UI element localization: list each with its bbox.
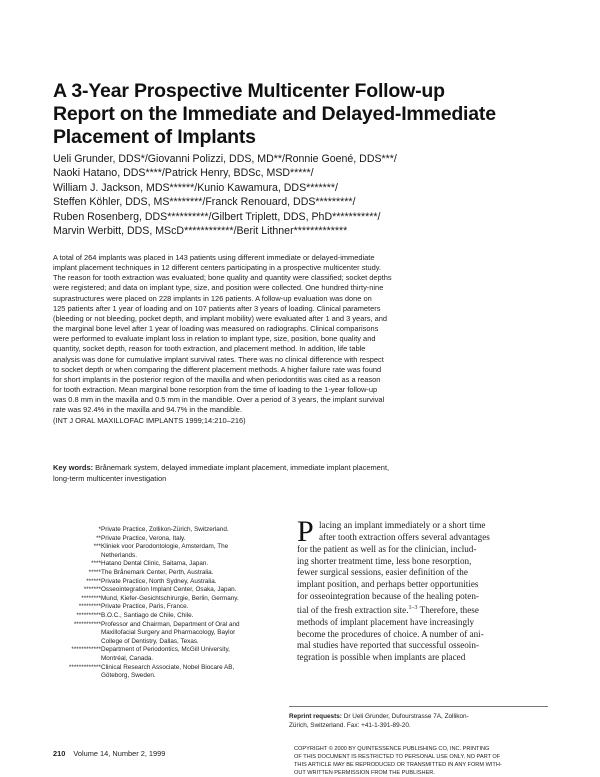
affiliation-mark: **** [91,560,101,568]
abstract-line: rate was 92.4% in the maxilla and 94.7% in the mandible. [53,405,242,415]
affiliation-line [56,526,286,535]
affiliation-text: Private Practice, Paris, France. [101,603,189,611]
author-line: Ruben Rosenberg, DDS**********/Gilbert Triplett, DDS, PhD***********/ [53,210,381,223]
affiliation-text: Department of Periodontics, McGill University, [101,646,230,654]
affiliations [56,526,286,681]
author-line: Ueli Grunder, DDS*/Giovanni Polizzi, DDS, MD**/Ronnie Goené, DDS***/ [53,153,397,165]
author-line: Naoki Hatano, DDS****/Patrick Henry, BDSc, MSD*****/ [53,167,314,180]
affiliation-line [56,621,286,630]
affiliation-mark: ** [96,534,101,542]
body-line: lacing an implant immediately or a short time [319,520,486,530]
abstract [53,253,553,426]
body-line: ing shorter treatment time, less bone resorption, [297,555,472,566]
affiliation-mark [56,638,101,647]
body-line: tegration is possible when implants are placed [297,652,466,663]
abstract-line: 125 patients after 1 year of loading and on 107 patients after 3 years of loading. Clinical parameters [53,303,381,313]
affiliation-line [56,603,286,612]
affiliation-line [56,586,286,595]
affiliation-mark: ************ [71,646,101,654]
body-line: for osseointegration because of the healing poten- [297,591,479,602]
affiliation-text: Professor and Chairman, Department of Oral and [101,620,240,628]
abstract-line: were performed to evaluate implant loss in relation to implant type, size, position, bone quality and [53,334,376,344]
copyright-line: COPYRIGHT © 2000 BY QUINTESSENCE PUBLISHING CO, INC. PRINTING [294,746,490,752]
abstract-line: for tooth extraction. Mean marginal bone resorption from the time of loading to the 1-year follow-up [53,385,378,395]
abstract-line: (bleeding or not bleeding, pocket depth, and implant mobility) were evaluated after 1 and 3 years, and [53,313,388,323]
page-number: 210 [53,749,66,758]
journal-issue: Volume 14, Number 2, 1999 [73,749,166,758]
affiliation-text: Netherlands. [101,551,137,559]
abstract-line: were registered; and data on implant type, size, and position were collected. One hundred thirty-nine [53,283,384,293]
page-footer [53,749,165,758]
reprint-label: Reprint requests: [289,713,342,720]
abstract-line: suprastructures were placed on 228 implants in 126 patients. A follow-up evaluation was done on [53,293,372,303]
affiliation-text: Private Practice, North Sydney, Australia. [101,577,217,585]
abstract-line: was 0.8 mm in the maxilla and 0.5 mm in the mandible. Over a period of 3 years, the implant survival [53,395,385,405]
article-title [53,80,553,149]
affiliation-line [56,664,286,673]
copyright-line: OUT WRITTEN PERMISSION FROM THE PUBLISHER. [294,770,435,777]
copyright-notice [294,745,554,777]
affiliation-line [56,552,286,561]
affiliation-text: Private Practice, Verona, Italy. [101,534,186,542]
affiliation-text: Mund, Kiefer-Gesichtschirurgie, Berlin, Germany. [101,594,239,602]
affiliation-text: Osseointegration Implant Center, Osaka, Japan. [101,586,237,594]
affiliation-text: Maxillofacial Surgery and Pharmacology, Baylor [101,629,236,637]
affiliation-line [56,543,286,552]
affiliation-line [56,646,286,655]
affiliation-line [56,655,286,664]
affiliation-line [56,560,286,569]
keywords-label: Key words: [53,463,94,472]
body-line: fewer surgical sessions, easier definition of the [297,567,468,578]
reprint-text: Dr Ueli Grunder, Dufourstrasse 7A, Zollikon- [341,713,469,720]
body-line: methods of implant placement have increasingly [297,616,475,627]
affiliation-mark: * [98,526,101,533]
divider [289,706,548,707]
abstract-line: implant placement techniques in 12 different centers participating in a prospective multicenter study. [53,263,381,273]
abstract-line: for short implants in the posterior region of the maxilla and when periodontitis was cited as a reason [53,374,381,384]
author-line: William J. Jackson, MDS******/Kunio Kawamura, DDS*******/ [53,181,338,194]
affiliation-mark: ****** [86,577,101,585]
affiliation-line [56,629,286,638]
keywords [53,462,553,484]
affiliation-text: Private Practice, Zollikon-Zürich, Switzerland. [101,526,229,533]
author-line: Steffen Köhler, DDS, MS********/Franck Renouard, DDS*********/ [53,196,356,209]
affiliation-mark: *** [93,543,101,551]
body-line-text: tial of the fresh extraction site. [297,604,409,615]
affiliation-line [56,569,286,578]
body-text [297,515,547,664]
body-line: mal studies have reported that successful osseoin- [297,640,479,651]
keywords-text-continued: long-term multicenter investigation [53,474,167,483]
affiliation-text: B.O.C., Santiago de Chile, Chile. [101,611,194,619]
affiliation-text: The Brånemark Center, Perth, Australia. [101,568,214,576]
affiliation-line [56,595,286,604]
affiliation-text: Hatano Dental Clinic, Saitama, Japan. [101,560,209,568]
author-line: Marvin Werbitt, DDS, MScD************/Berit Lithner************* [53,225,348,238]
affiliation-mark: ************* [68,663,101,671]
affiliation-mark: *********** [73,620,101,628]
affiliation-mark: ********* [78,603,101,611]
body-line: after tooth extraction offers several advantages [319,531,490,542]
journal-citation: (INT J ORAL MAXILLOFAC IMPLANTS 1999;14:210–216) [53,415,246,425]
body-line [297,603,547,617]
affiliation-text: Montréal, Canada. [101,654,154,662]
affiliation-text: Kliniek voor Parodontologie, Amsterdam, The [101,543,229,551]
affiliation-text: Clinical Research Associate, Nobel Biocare AB, [101,663,235,671]
abstract-line: the marginal bone level after 1 year of loading was measured on radiographs. Clinical comparisons [53,324,379,334]
body-line: implant position, and perhaps better opportunities [297,579,479,590]
author-list [53,152,553,238]
body-line: for the patient as well as for the clinician, includ- [297,543,477,554]
affiliation-mark [56,629,101,638]
copyright-line: THIS ARTICLE MAY BE REPRODUCED OR TRANSMITTED IN ANY FORM WITH- [294,762,502,769]
affiliation-mark: ******* [83,586,101,594]
affiliation-line [56,578,286,587]
citation-superscript: 1–3 [408,604,418,611]
keywords-text: Brånemark system, delayed immediate implant placement, immediate implant placement, [95,463,390,472]
affiliation-mark: ***** [88,568,101,576]
affiliation-text: Göteborg, Sweden. [101,672,156,680]
affiliation-mark [56,552,101,561]
title-line: Placement of Implants [53,126,256,148]
body-line-tail: Therefore, these [417,604,479,615]
reprint-text-continued: Zürich, Switzerland. Fax: +41-1-391-89-20. [289,721,411,729]
abstract-line: A total of 264 implants was placed in 143 patients using different immediate or delayed-immediate [53,253,375,262]
affiliation-line [56,535,286,544]
affiliation-line [56,638,286,647]
abstract-line: quantity, socket depth, reason for tooth extraction, and placement method. In addition, life table [53,344,366,354]
affiliation-line [56,612,286,621]
affiliation-mark [56,655,101,664]
affiliation-mark [56,672,101,681]
affiliation-mark: ******** [81,594,101,602]
abstract-line: The reason for tooth extraction was evaluated; bone quality and quantity were classified; socket depths [53,273,392,283]
copyright-line: OF THIS DOCUMENT IS RESTRICTED TO PERSONAL USE ONLY. NO PART OF [294,754,501,761]
reprint-requests [289,713,551,730]
abstract-line: to socket depth or when comparing the different placement methods. A higher failure rate was found [53,364,382,374]
body-line: become the procedures of choice. A number of ani- [297,628,484,639]
affiliation-mark: ********** [76,611,101,619]
abstract-line: analysis was done for cumulative implant survival rates. There was no clinical difference with respect [53,354,384,364]
drop-cap: P [297,515,314,548]
affiliation-line [56,672,286,681]
title-line: Report on the Immediate and Delayed-Immediate [53,103,496,125]
affiliation-text: College of Dentistry, Dallas, Texas. [101,637,199,645]
title-line: A 3-Year Prospective Multicenter Follow-up [53,80,445,102]
